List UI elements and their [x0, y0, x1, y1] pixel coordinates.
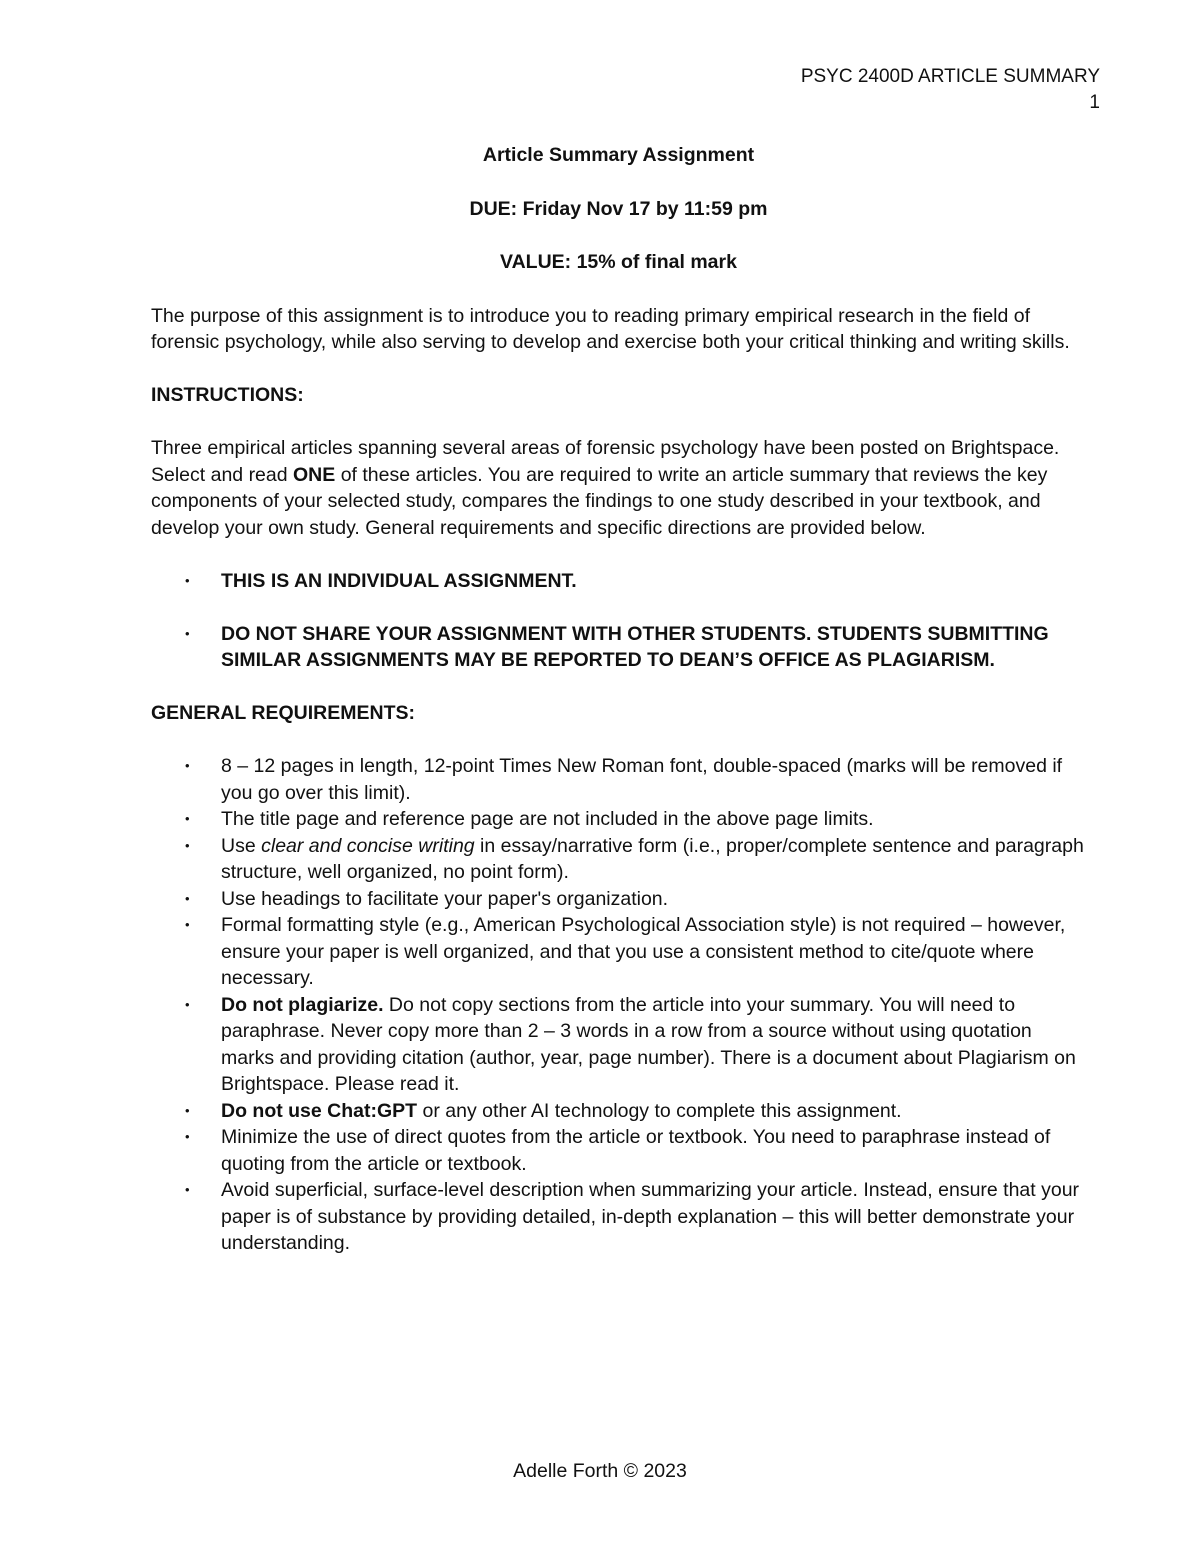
- notice-item: [151, 621, 1086, 674]
- requirement-text: or any other AI technology to complete this assignment.: [417, 1099, 902, 1122]
- bullet-icon: •: [185, 917, 190, 932]
- requirement-text: Do not copy sections from the article into your summary. You will need to paraphrase. Never copy more than 2 – 3 words in a row from a source without using quotation marks and providing citation (author, year, page number). There is a document about Plagiarism on Brightspace. Please read it.: [221, 993, 1076, 1095]
- footer-copyright: Adelle Forth © 2023: [513, 1460, 687, 1482]
- assignment-value: VALUE: 15% of final mark: [500, 251, 737, 273]
- running-head: [801, 64, 1100, 116]
- requirement-text: in essay/narrative form (i.e., proper/complete sentence and paragraph structure, well organized, no point form).: [221, 834, 1084, 883]
- requirement-text: Use: [221, 834, 262, 857]
- requirement-emphasis: Do not use Chat:GPT: [221, 1099, 418, 1122]
- notice-text: THIS IS AN INDIVIDUAL ASSIGNMENT.: [221, 569, 577, 592]
- bullet-icon: •: [185, 890, 190, 906]
- requirement-item: [151, 992, 1086, 1098]
- requirement-item: [151, 833, 1086, 886]
- requirement-emphasis: Do not plagiarize.: [221, 993, 384, 1016]
- bullet-icon: •: [185, 1182, 190, 1197]
- instructions-text-part: Three empirical articles spanning several areas of forensic psychology have been posted on Brightspace. Select and read: [151, 437, 1060, 486]
- running-head-title: PSYC 2400D ARTICLE SUMMARY: [800, 66, 1100, 87]
- requirement-text: The title page and reference page are not included in the above page limits.: [221, 808, 874, 830]
- requirement-text: Avoid superficial, surface-level description when summarizing your article. Instead, ensure that your paper is of substance by providing detailed, in-depth explanation – this will better demonstrate your understanding.: [221, 1179, 1080, 1254]
- requirement-emphasis: clear and concise writing: [261, 834, 475, 857]
- requirement-text: 8 – 12 pages in length, 12-point Times New Roman font, double-spaced (marks will be removed if you go over this limit).: [221, 755, 1063, 804]
- requirement-item: [151, 806, 1086, 833]
- bullet-icon: •: [185, 837, 190, 853]
- bullet-icon: •: [185, 758, 190, 773]
- bullet-icon: •: [185, 1129, 190, 1144]
- page-number: 1: [1089, 92, 1100, 113]
- requirement-text: Minimize the use of direct quotes from the article or textbook. You need to paraphrase instead of quoting from the article or textbook.: [221, 1126, 1051, 1175]
- requirement-item: [151, 1124, 1086, 1177]
- bullet-icon: •: [185, 996, 190, 1012]
- instructions-heading: INSTRUCTIONS:: [151, 384, 304, 406]
- bullet-icon: •: [185, 572, 190, 588]
- requirement-item: [151, 1098, 1086, 1125]
- requirement-item: [151, 1177, 1086, 1257]
- instructions-text-part: of these articles. You are required to write an article summary that reviews the key components of your selected study, compares the findings to one study described in your textbook, and develop your own study. General requirements and specific directions are provided below.: [151, 463, 1048, 539]
- document-title: Article Summary Assignment: [482, 144, 755, 166]
- bullet-icon: •: [185, 1102, 190, 1118]
- notice-list: [151, 568, 1086, 674]
- instructions-emphasis: ONE: [293, 463, 336, 486]
- due-date: DUE: Friday Nov 17 by 11:59 pm: [469, 197, 768, 220]
- instructions-paragraph: [151, 435, 1086, 541]
- document-body: [151, 142, 1086, 1257]
- requirement-text: Formal formatting style (e.g., American Psychological Association style) is not required – however, ensure your paper is well organized, and that you use a consistent method to cite/quote where necessary.: [221, 914, 1066, 989]
- general-requirements-heading: GENERAL REQUIREMENTS:: [151, 702, 415, 724]
- notice-item: [151, 568, 1086, 595]
- bullet-icon: •: [185, 625, 190, 641]
- requirement-text: Use headings to facilitate your paper's organization.: [221, 887, 669, 910]
- bullet-icon: •: [185, 811, 190, 826]
- requirement-item: [151, 753, 1086, 806]
- intro-paragraph: The purpose of this assignment is to introduce you to reading primary empirical research in the field of forensic psychology, while also serving to develop and exercise both your critical thinking and writing skills.: [151, 304, 1070, 353]
- requirement-item: [151, 886, 1086, 913]
- requirement-item: [151, 912, 1086, 992]
- notice-text: DO NOT SHARE YOUR ASSIGNMENT WITH OTHER STUDENTS. STUDENTS SUBMITTING SIMILAR ASSIGNMENTS MAY BE REPORTED TO DEAN’S OFFICE AS PLAGIARISM.: [221, 622, 1049, 671]
- requirements-list: [151, 753, 1086, 1257]
